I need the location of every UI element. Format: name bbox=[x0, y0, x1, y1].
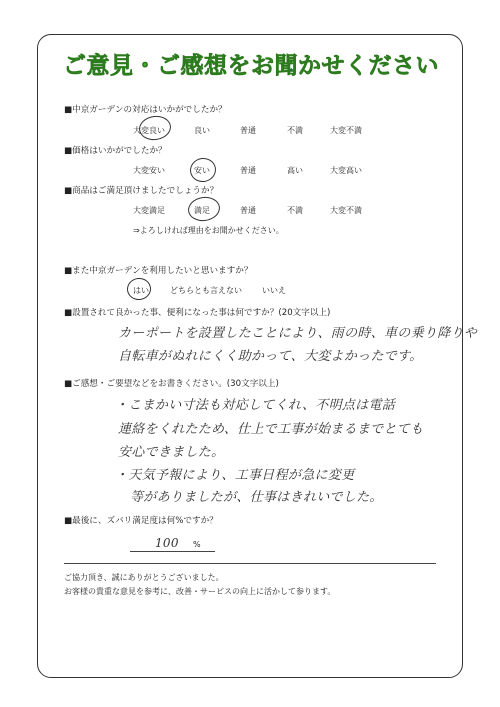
option[interactable]: はい bbox=[133, 286, 149, 295]
handwritten-answer-line: ・天気予報により、工事日程が急に変更 bbox=[115, 468, 355, 483]
question-good-points: ■設置されて良かった事、便利になった事は何ですか？(20文字以上) bbox=[64, 308, 331, 318]
option[interactable]: 良い bbox=[194, 126, 210, 135]
option[interactable]: 高い bbox=[287, 166, 303, 175]
question-reuse: ■また中京ガーデンを利用したいと思いますか？ bbox=[64, 266, 253, 276]
option[interactable]: 普通 bbox=[240, 166, 256, 175]
option[interactable]: 普通 bbox=[240, 126, 256, 135]
handwritten-answer-line: 自転車がぬれにくく助かって、大変よかったです。 bbox=[118, 349, 423, 364]
question-product-satisfaction: ■商品はご満足頂けましたでしょうか？ bbox=[64, 186, 219, 196]
option[interactable]: 大変良い bbox=[133, 126, 165, 135]
handwritten-answer-line: 安心できました。 bbox=[118, 445, 225, 460]
footer-thanks: ご協力頂き、誠にありがとうございました。 bbox=[64, 573, 224, 582]
handwritten-answer-line: 連絡をくれたため、仕上で工事が始まるまでとても bbox=[118, 422, 424, 437]
handwritten-percent-value: 100 bbox=[155, 536, 179, 550]
handwritten-answer-line: ・こまかい寸法も対応してくれ、不明点は電話 bbox=[115, 398, 396, 413]
handwritten-answer-line: カーポートを設置したことにより、雨の時、車の乗り降りや bbox=[118, 326, 478, 341]
option[interactable]: 大変満足 bbox=[133, 206, 165, 215]
question-satisfaction-percent: ■最後に、ズバリ満足度は何%ですか？ bbox=[64, 516, 218, 526]
option[interactable]: いいえ bbox=[262, 286, 286, 295]
option[interactable]: 大変不満 bbox=[330, 206, 362, 215]
option[interactable]: 安い bbox=[194, 166, 210, 175]
question-price: ■価格はいかがでしたか？ bbox=[64, 146, 167, 156]
option[interactable]: どちらとも言えない bbox=[170, 286, 242, 295]
handwritten-answer-line: 等がありましたが、仕事はきれいでした。 bbox=[130, 490, 383, 505]
option[interactable]: 不満 bbox=[287, 206, 303, 215]
footer-divider bbox=[64, 563, 436, 564]
option[interactable]: 大変安い bbox=[133, 166, 165, 175]
option[interactable]: 大変高い bbox=[330, 166, 362, 175]
option[interactable]: 大変不満 bbox=[330, 126, 362, 135]
footer-note: お客様の貴重な意見を参考に、改善・サービスの向上に活かして参ります。 bbox=[64, 587, 336, 596]
percent-unit: % bbox=[193, 540, 201, 549]
option[interactable]: 不満 bbox=[287, 126, 303, 135]
survey-title: ご意見・ご感想をお聞かせください bbox=[63, 53, 439, 79]
option[interactable]: 満足 bbox=[194, 206, 210, 215]
question-staff-response: ■中京ガーデンの対応はいかがでしたか？ bbox=[64, 105, 227, 115]
reason-note: ⇒よろしければ理由をお聞かせください。 bbox=[133, 226, 284, 235]
question-comments: ■ご感想・ご要望などをお書きください。(30文字以上) bbox=[64, 379, 279, 389]
percent-answer-line bbox=[130, 551, 215, 552]
option[interactable]: 普通 bbox=[240, 206, 256, 215]
